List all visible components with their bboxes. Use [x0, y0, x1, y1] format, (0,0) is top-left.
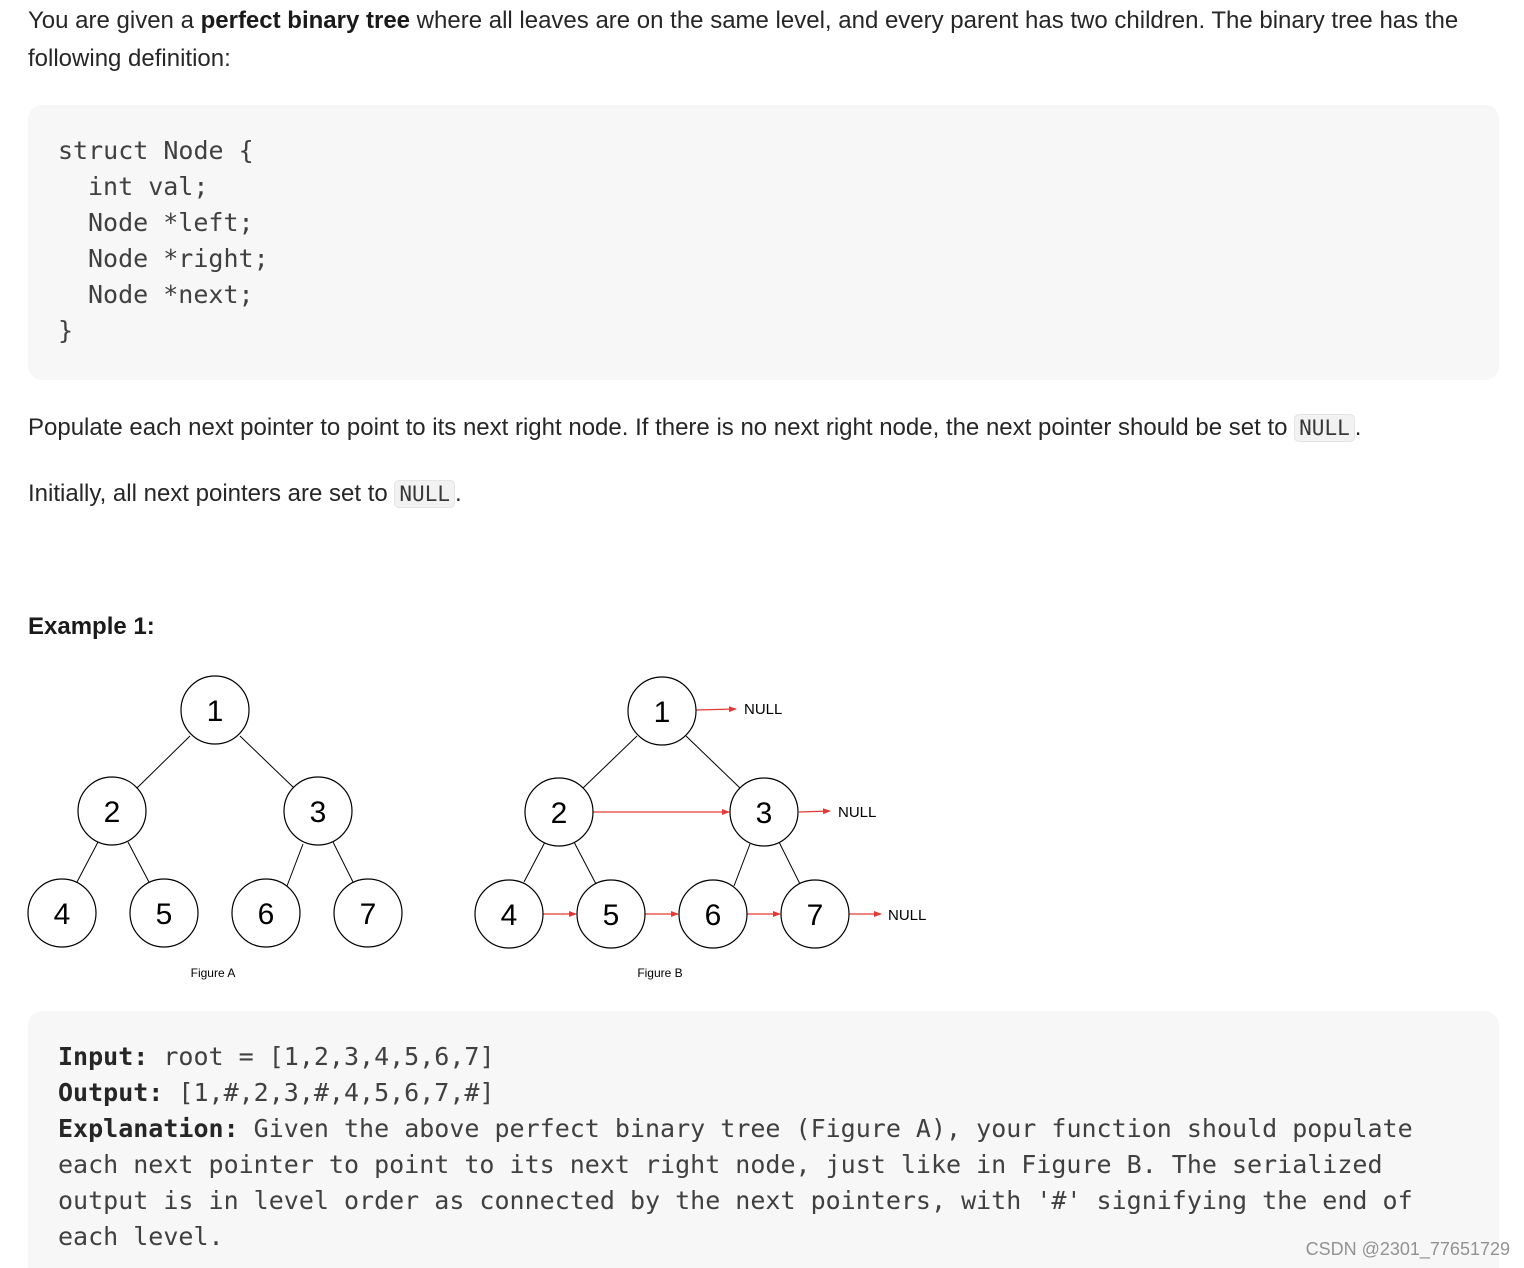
- tree-node: [475, 880, 543, 948]
- output-value: [1,#,2,3,#,4,5,6,7,#]: [163, 1078, 495, 1107]
- node-label: 3: [755, 797, 773, 830]
- tree-node: [130, 879, 198, 947]
- populate-end: .: [1354, 414, 1362, 441]
- edge: [333, 842, 354, 884]
- edge: [137, 736, 190, 788]
- initially-end: .: [454, 480, 462, 507]
- tree-node: [28, 879, 96, 947]
- tree-node: [577, 880, 645, 948]
- node-label: 6: [704, 899, 722, 932]
- figure-b-tree: [475, 677, 926, 980]
- tree-node: [284, 777, 352, 845]
- null-label: NULL: [888, 907, 927, 924]
- edge: [574, 842, 596, 884]
- populate-paragraph: [28, 409, 1498, 447]
- next-pointer-arrow: [799, 811, 830, 812]
- input-label: Input:: [58, 1042, 149, 1071]
- tree-node: [181, 676, 249, 744]
- node-label: 1: [653, 696, 671, 729]
- figure-b-caption: Figure B: [637, 966, 683, 980]
- edge: [734, 844, 750, 886]
- edge: [77, 842, 98, 882]
- node-label: 7: [359, 898, 377, 931]
- edge: [524, 842, 545, 882]
- node-label: 1: [206, 695, 224, 728]
- figure-a-caption: Figure A: [190, 966, 236, 980]
- explanation-label: Explanation:: [58, 1114, 239, 1143]
- edge: [128, 842, 150, 884]
- tree-node: [232, 879, 300, 947]
- edge: [240, 736, 294, 788]
- explanation-value: Given the above perfect binary tree (Figure A), your function should populate each next pointer to point to its next right node, just like in Figure B. The serialized output is in level order as connected by the next pointers, with '#' signifying the end of each level.: [58, 1114, 1428, 1251]
- edge: [287, 844, 303, 886]
- struct-field-val: int val;: [88, 172, 209, 201]
- input-line: [58, 1039, 1479, 1075]
- populate-text: Populate each next pointer to point to its next right node. If there is no next right node, the next pointer should be set to: [28, 414, 1295, 441]
- tree-node: [78, 777, 146, 845]
- null-label: NULL: [838, 804, 877, 821]
- struct-code-block: [28, 105, 1499, 380]
- node-label: 4: [53, 898, 71, 931]
- struct-open-line: struct Node {: [58, 136, 254, 165]
- initially-text: Initially, all next pointers are set to: [28, 480, 395, 507]
- intro-text-before: You are given a: [28, 7, 201, 34]
- edge: [686, 736, 740, 788]
- output-line: [58, 1075, 1479, 1111]
- example-io-block: [28, 1011, 1499, 1268]
- node-label: 6: [257, 898, 275, 931]
- node-label: 2: [103, 796, 121, 829]
- node-label: 2: [550, 797, 568, 830]
- node-label: 3: [309, 796, 327, 829]
- tree-node: [679, 880, 747, 948]
- tree-node: [730, 778, 798, 846]
- null-label: NULL: [744, 701, 783, 718]
- tree-node: [781, 880, 849, 948]
- struct-close-line: }: [58, 316, 74, 345]
- next-pointer-arrow: [696, 709, 736, 710]
- example-figure: [0, 660, 960, 990]
- tree-node: [334, 879, 402, 947]
- intro-paragraph: [28, 2, 1498, 78]
- initially-paragraph: [28, 475, 1498, 513]
- null-inline-code: NULL: [394, 480, 455, 508]
- intro-text-after: where all leaves are on the same level, and every parent has two children. The binary tree has the following definition:: [28, 7, 1459, 72]
- struct-field-left: Node *left;: [88, 208, 254, 237]
- watermark: CSDN @2301_77651729: [1305, 1239, 1510, 1259]
- node-label: 7: [806, 899, 824, 932]
- edge: [583, 736, 637, 788]
- edge: [779, 842, 800, 884]
- figure-a-tree: [28, 676, 402, 980]
- null-inline-code: NULL: [1294, 414, 1355, 442]
- output-label: Output:: [58, 1078, 164, 1107]
- intro-bold-term: perfect binary tree: [200, 7, 411, 34]
- input-value: root = [1,2,3,4,5,6,7]: [148, 1042, 495, 1071]
- example-heading: Example 1:: [28, 613, 155, 640]
- tree-node: [628, 677, 696, 745]
- node-label: 5: [155, 898, 173, 931]
- node-label: 4: [500, 899, 518, 932]
- struct-field-next: Node *next;: [88, 280, 254, 309]
- node-label: 5: [602, 899, 620, 932]
- struct-field-right: Node *right;: [88, 244, 269, 273]
- explanation-line: [58, 1111, 1479, 1255]
- tree-node: [525, 778, 593, 846]
